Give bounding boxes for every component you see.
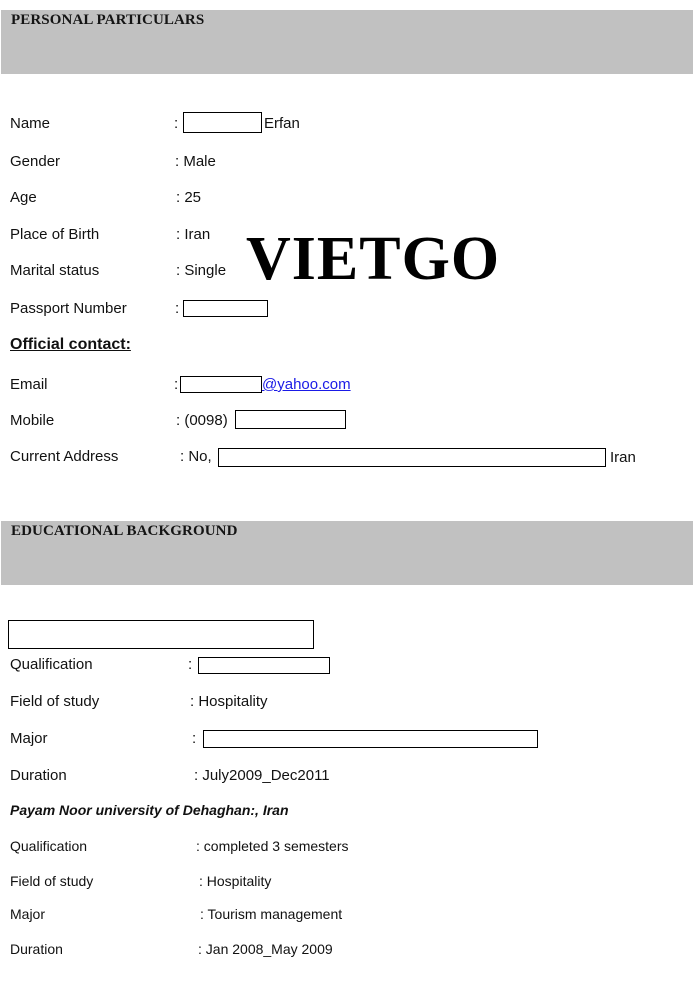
major-label: Major (10, 906, 46, 922)
marital-status-value: : Single (176, 262, 227, 279)
redacted-institution-name (8, 620, 314, 649)
section-header-personal (1, 10, 693, 74)
gender-label: Gender (10, 153, 61, 170)
duration-value: : Jan 2008_May 2009 (198, 941, 333, 957)
name-separator: : (174, 115, 179, 132)
major-value: : Tourism management (200, 906, 343, 922)
redacted-email-user (180, 376, 262, 393)
watermark-logo: VIETGO (246, 225, 501, 293)
redacted-first-name (183, 112, 262, 133)
passport-separator: : (175, 300, 180, 317)
name-value: Erfan (264, 115, 300, 132)
passport-number-label: Passport Number (10, 300, 127, 317)
section-header-education (1, 521, 693, 585)
duration-label: Duration (10, 767, 67, 784)
university-name: Payam Noor university of Dehaghan:, Iran (10, 802, 289, 818)
field-of-study-label: Field of study (10, 693, 100, 710)
name-label: Name (10, 115, 51, 132)
qualification-value: : completed 3 semesters (196, 838, 349, 854)
age-value: : 25 (176, 189, 202, 206)
mobile-label: Mobile (10, 412, 55, 429)
redacted-qualification (198, 657, 330, 674)
section-title: EDUCATIONAL BACKGROUND (11, 523, 238, 539)
place-of-birth-label: Place of Birth (10, 226, 100, 243)
marital-status-label: Marital status (10, 262, 100, 279)
official-contact-heading: Official contact: (10, 336, 131, 353)
redacted-passport-number (183, 300, 268, 317)
qualification-separator: : (188, 656, 193, 673)
duration-label: Duration (10, 941, 63, 957)
section-title: PERSONAL PARTICULARS (11, 12, 205, 28)
major-separator: : (192, 730, 197, 747)
email-link[interactable]: @yahoo.com (262, 376, 351, 393)
field-of-study-value: : Hospitality (190, 693, 268, 710)
major-label: Major (10, 730, 48, 747)
duration-value: : July2009_Dec2011 (194, 767, 330, 784)
current-address-label: Current Address (10, 448, 119, 465)
redacted-address (218, 448, 606, 467)
address-prefix: : No, (180, 448, 212, 465)
email-label: Email (10, 376, 48, 393)
qualification-label: Qualification (10, 656, 93, 673)
redacted-mobile-number (235, 410, 346, 429)
email-separator: : (174, 376, 179, 393)
age-label: Age (10, 189, 37, 206)
address-country: Iran (610, 449, 636, 466)
gender-value: : Male (175, 153, 216, 170)
mobile-value: : (0098) (176, 412, 228, 429)
place-of-birth-value: : Iran (176, 226, 211, 243)
qualification-label: Qualification (10, 838, 88, 854)
redacted-major (203, 730, 538, 748)
field-of-study-label: Field of study (10, 873, 94, 889)
field-of-study-value: : Hospitality (199, 873, 272, 889)
